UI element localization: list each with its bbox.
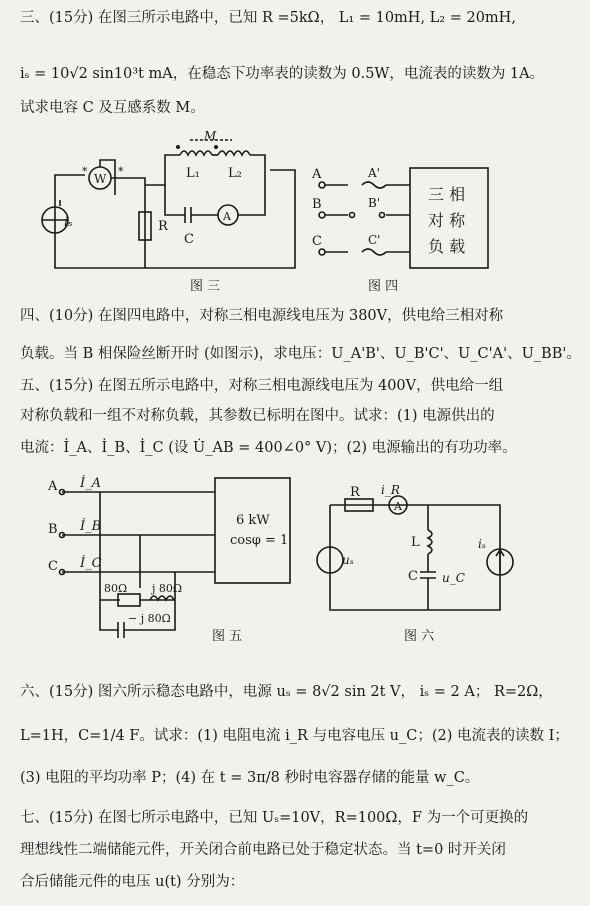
load-pf: cosφ = 1 [230,533,289,548]
load-6kw-box [215,478,290,583]
c-label: C [184,232,194,247]
q4-line-2: 负载。当 B 相保险丝断开时 (如图示)，求电压：U_A'B'、U_B'C'、U_C'A'、U_BB'。 [20,346,581,362]
line-a: A [48,479,58,494]
node-c: C [312,234,322,249]
l1-label: L₁ [186,166,200,181]
q3-line-3: 试求电容 C 及互感系数 M。 [20,100,205,116]
fig5-caption: 图 五 [212,629,243,644]
box-line-2: 对 称 [428,211,466,230]
current-ia: İ_A [80,476,102,491]
q3-line-2: iₛ = 10√2 sin10³t mA，在稳态下功率表的读数为 0.5W，电流表的读数为 1A。 [20,66,545,82]
resistor-80 [118,594,140,606]
q5-line-1: 五、(15分) 在图五所示电路中，对称三相电源线电压为 400V，供电给一组 [20,378,504,394]
c6-label: C [408,569,418,584]
node-b: B [312,197,322,212]
figure-4 [311,166,488,294]
capacitor-c [185,207,191,223]
q6-line-3: (3) 电阻的平均功率 P；(4) 在 t = 3π/8 秒时电容器存储的能量 w_C。 [20,770,480,786]
m-label: M [204,129,217,143]
fig6-caption: 图 六 [404,629,435,644]
is6-label: iₛ [478,537,486,551]
us-label: uₛ [342,553,354,567]
wattmeter-label: W [94,172,107,186]
q3-line-1: 三、(15分) 在图三所示电路中，已知 R =5kΩ， L₁ = 10mH, L₂ = 20mH, [20,10,516,26]
figure-5 [47,474,290,644]
ammeter-label: A [223,210,231,223]
svg-text:*: * [118,165,124,178]
q7-line-2: 理想线性二端储能元件，开关闭合前电路已处于稳定状态。当 t=0 时开关闭 [20,842,506,858]
fig3-caption: 图 三 [190,279,221,294]
inductor-l1 [180,151,212,155]
ir-label: i_R [381,483,400,497]
line-b: B [48,522,58,537]
l2-label: L₂ [228,166,242,181]
inductor-l6 [428,530,432,554]
q7-line-1: 七、(15分) 在图七所示电路中，已知 Uₛ=10V，R=100Ω，F 为一个可更换的 [20,810,529,826]
q6-line-1: 六、(15分) 图六所示稳态电路中，电源 uₛ = 8√2 sin 2t V， iₛ = 2 A； R=2Ω， [20,684,553,700]
l80-label: j 80Ω [152,582,183,595]
capacitor-j80 [118,622,124,638]
l6-label: L [411,535,420,550]
figure-6 [317,483,513,644]
node-a: A [312,167,322,182]
r6-label: R [350,485,360,500]
box-line-3: 负 载 [428,237,466,256]
q5-line-3: 电流：İ_A、İ_B、İ_C (设 U̇_AB = 400∠0° V)；(2) 电源输出的有功功率。 [20,440,517,456]
node-b-prime: B' [368,196,381,210]
q6-line-2: L=1H，C=1/4 F。试求：(1) 电阻电流 i_R 与电容电压 u_C；(2) 电流表的读数 I； [20,728,569,744]
box-line-1: 三 相 [428,185,466,204]
r-label: R [158,219,168,234]
load-power: 6 kW [236,513,270,528]
line-c: C [48,559,58,574]
uc-label: u_C [442,571,465,585]
svg-text:*: * [82,165,88,178]
is-label: iₛ [64,215,73,230]
q5-line-2: 对称负载和一组不对称负载，其参数已标明在图中。试求：(1) 电源供出的 [20,408,495,424]
c80-label: − j 80Ω [128,612,171,625]
capacitor-c6 [420,554,436,610]
current-ic: İ_C [80,556,102,571]
q7-line-3: 合后储能元件的电压 u(t) 分别为： [20,874,245,890]
inductor-l2 [218,151,250,155]
node-a-prime: A' [368,166,380,180]
r80-label: 80Ω [104,582,128,595]
ammeter6-label: A [394,500,402,513]
figure-3 [42,129,295,294]
q4-line-1: 四、(10分) 在图四电路中，对称三相电源线电压为 380V，供电给三相对称 [20,308,504,324]
fig4-caption: 图 四 [368,279,399,294]
current-ib: İ_B [80,519,102,534]
node-c-prime: C' [368,233,381,247]
